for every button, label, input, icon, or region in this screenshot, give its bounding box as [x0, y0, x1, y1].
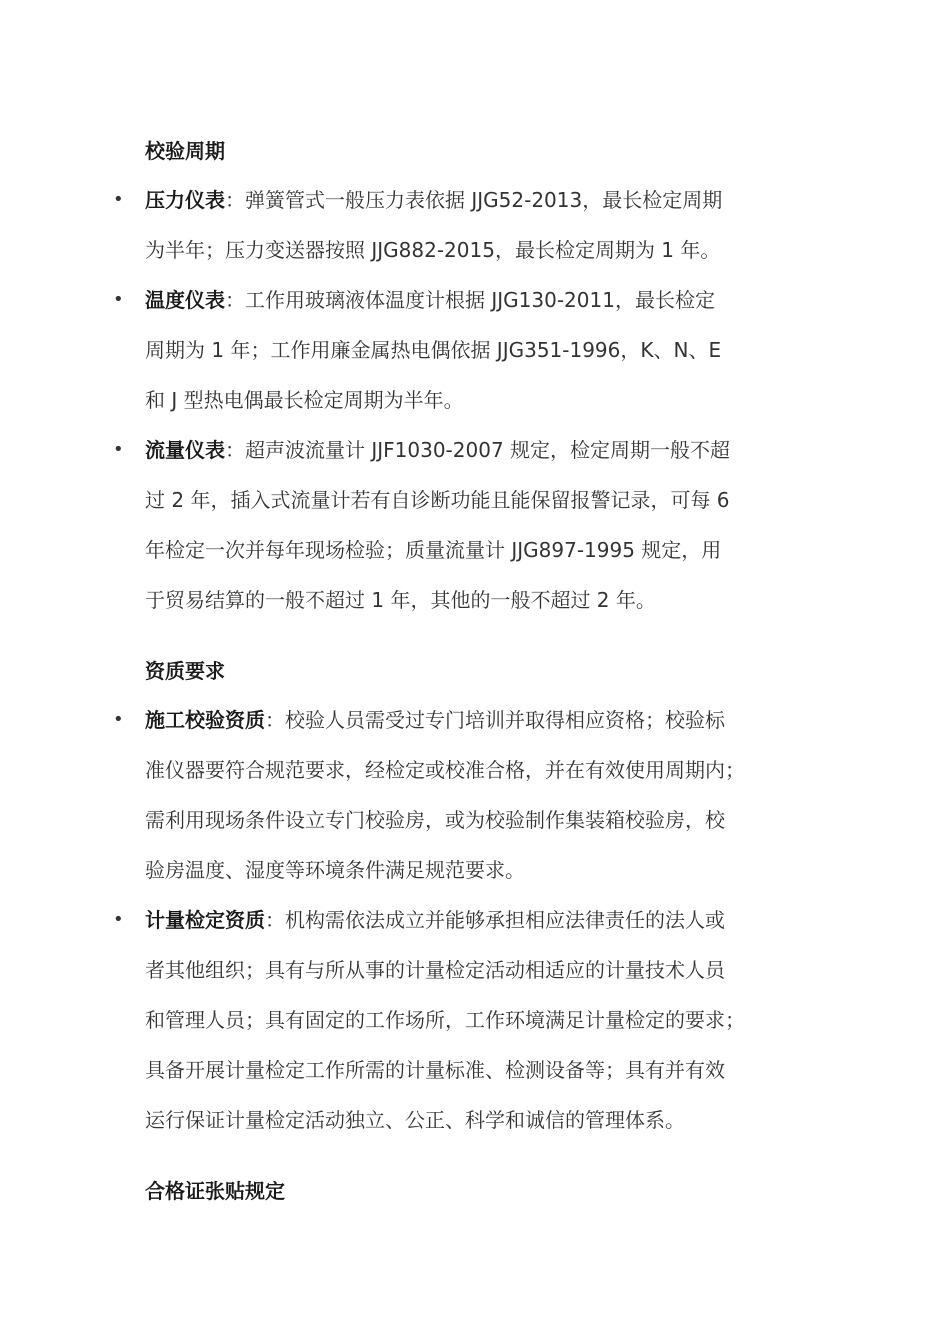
list-item-text: ：超声波流量计 JJF1030-2007 规定，检定周期一般不超: [225, 438, 731, 462]
section-heading-qualification: 资质要求: [145, 659, 225, 683]
list-item-text: ：工作用玻璃液体温度计根据 JJG130-2011，最长检定: [225, 288, 715, 312]
section-heading-certificate-posting: 合格证张贴规定: [145, 1179, 285, 1203]
list-item-text: ：校验人员需受过专门培训并取得相应资格；校验标: [265, 708, 725, 732]
list-item-text: 过 2 年，插入式流量计若有自诊断功能且能保留报警记录，可每 6: [145, 488, 730, 512]
list-item-text: 和管理人员；具有固定的工作场所，工作环境满足计量检定的要求；: [145, 1008, 745, 1032]
list-item-line: [145, 425, 825, 475]
list-item-label: 施工校验资质: [145, 708, 265, 732]
list-item-line: [145, 175, 825, 225]
list-item-text: 周期为 1 年；工作用廉金属热电偶依据 JJG351-1996，K、N、E: [145, 338, 722, 362]
list-item-label: 流量仪表: [145, 438, 225, 462]
list-item-line: [145, 895, 825, 945]
bullet: •: [113, 289, 124, 310]
list-item-text: ：机构需依法成立并能够承担相应法律责任的法人或: [265, 908, 725, 932]
list-item-text: 准仪器要符合规范要求，经检定或校准合格，并在有效使用周期内；: [145, 758, 745, 782]
bullet: •: [113, 439, 124, 460]
list-item-label: 温度仪表: [145, 288, 225, 312]
section-heading-calibration-period: 校验周期: [145, 139, 225, 163]
bullet: •: [113, 909, 124, 930]
list-item-text: 年检定一次并每年现场检验；质量流量计 JJG897-1995 规定，用: [145, 538, 722, 562]
list-item-text: 和 J 型热电偶最长检定周期为半年。: [145, 388, 464, 412]
bullet: •: [113, 709, 124, 730]
list-item-text: 验房温度、湿度等环境条件满足规范要求。: [145, 858, 525, 882]
list-item-text: 为半年；压力变送器按照 JJG882-2015，最长检定周期为 1 年。: [145, 238, 721, 262]
list-item-label: 计量检定资质: [145, 908, 265, 932]
list-item-text: 需利用现场条件设立专门校验房，或为校验制作集装箱校验房，校: [145, 808, 725, 832]
list-item-text: 于贸易结算的一般不超过 1 年，其他的一般不超过 2 年。: [145, 588, 656, 612]
list-item-label: 压力仪表: [145, 188, 225, 212]
list-item-text: 者其他组织；具有与所从事的计量检定活动相适应的计量技术人员: [145, 958, 725, 982]
list-item-text: 运行保证计量检定活动独立、公正、科学和诚信的管理体系。: [145, 1108, 685, 1132]
bullet: •: [113, 189, 124, 210]
list-item-line: [145, 695, 825, 745]
list-item-text: ：弹簧管式一般压力表依据 JJG52-2013，最长检定周期: [225, 188, 723, 212]
list-item-text: 具备开展计量检定工作所需的计量标准、检测设备等；具有并有效: [145, 1058, 725, 1082]
list-item-line: [145, 275, 825, 325]
